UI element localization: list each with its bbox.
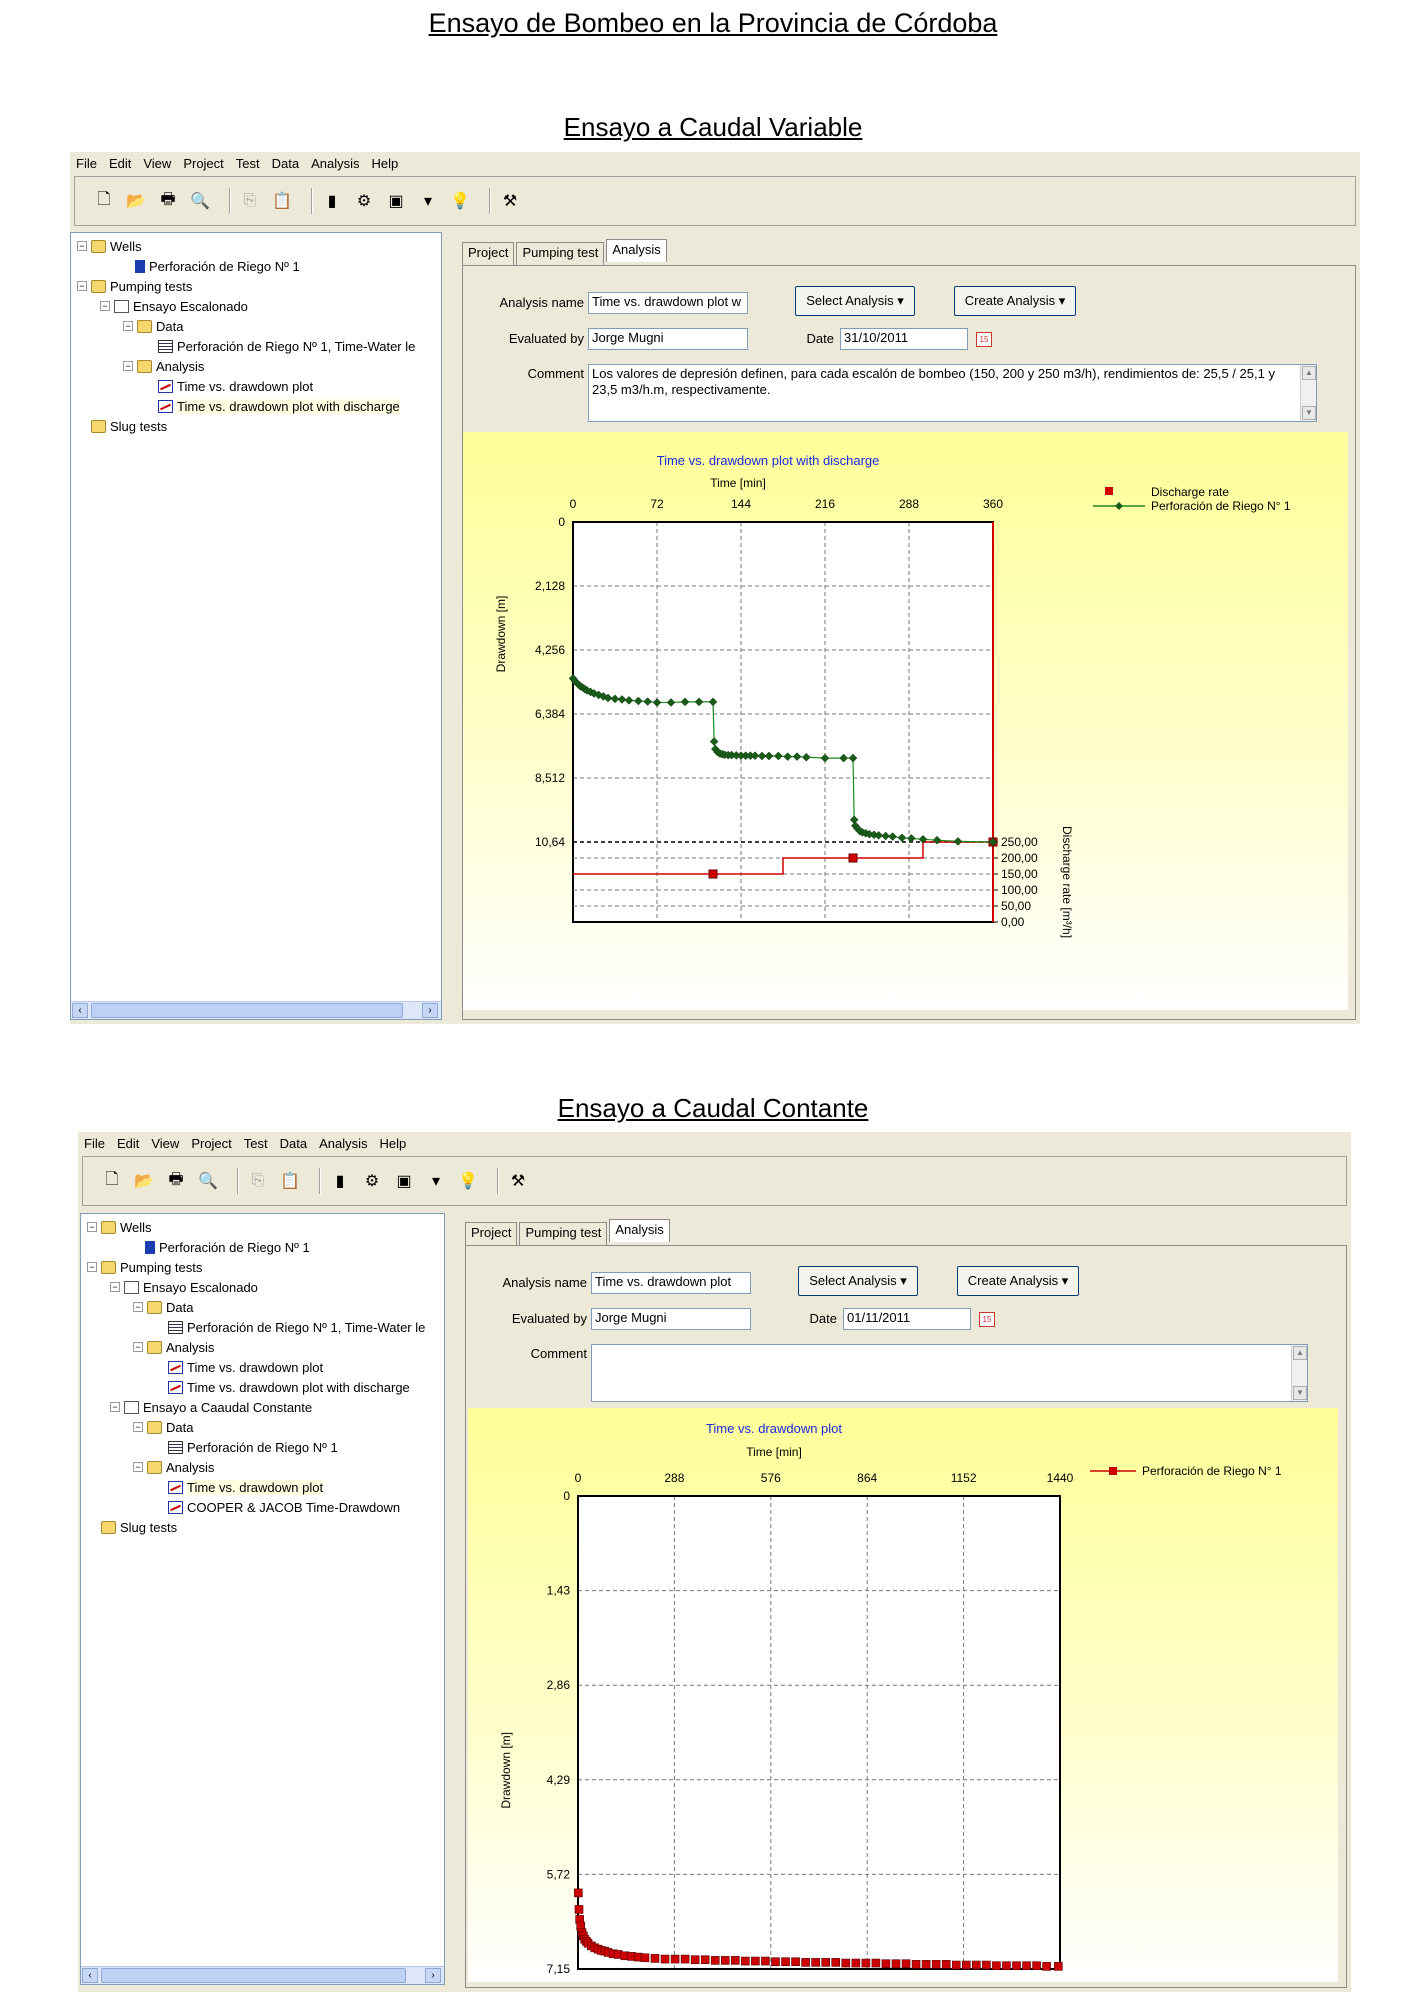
tree-item-label: Wells [110,238,142,254]
menu-project[interactable]: Project [183,155,224,171]
section-subtitle: Ensayo a Caudal Contante [557,1093,869,1123]
drawdown-point [574,1889,582,1897]
chart-title: Time vs. drawdown plot [705,1421,843,1436]
menu-project[interactable]: Project [191,1135,232,1151]
tree-item-label: Slug tests [110,418,168,434]
tree-item-label: Analysis [156,358,205,374]
section-subtitle: Ensayo a Caudal Variable [563,112,863,142]
drawdown-point [962,1961,970,1969]
collapse-icon[interactable]: − [100,301,110,311]
folder-icon [101,1521,116,1534]
drawdown-point [641,1954,649,1962]
legend-marker-discharge [1105,487,1113,495]
comment-field[interactable] [591,1344,1308,1402]
tree-item[interactable] [87,1218,152,1236]
toolbar [74,176,1356,226]
menu-file[interactable]: File [76,155,97,171]
tree-item[interactable] [77,237,142,255]
tree-item[interactable] [110,1398,312,1416]
well-icon [135,260,145,273]
tree-item[interactable] [87,1258,202,1276]
doc-icon [114,300,129,313]
tree-item[interactable] [100,297,248,315]
toolbar-separator [497,1168,499,1194]
lightbulb-icon[interactable]: 💡 [458,1173,478,1190]
x-axis-label: Time [min] [710,476,766,490]
tree-item[interactable] [156,1358,323,1376]
plot-frame [578,1496,1060,1969]
legend-label: Perforación de Riego N° 1 [1151,499,1291,513]
analysis-name-label: Analysis name [502,1275,587,1290]
collapse-icon[interactable]: − [87,1222,97,1232]
drawdown-point [691,1956,699,1964]
comment-scrollbar[interactable] [1300,365,1316,421]
menu-analysis[interactable]: Analysis [311,155,360,171]
collapse-icon[interactable]: − [133,1302,143,1312]
y-tick-label: 0 [558,515,565,529]
doc-icon [124,1281,139,1294]
tree-item-label: Time vs. drawdown plot [187,1479,324,1495]
tree-item-label: Analysis [166,1339,215,1355]
y2-tick-label: 50,00 [1001,899,1032,913]
tree-item[interactable] [156,1438,338,1456]
grid-icon [168,1441,183,1454]
drawdown-point [892,1960,900,1968]
drawdown-point [701,1956,709,1964]
well-icon[interactable]: ▮ [327,193,337,210]
legend-marker-drawdown [1109,1467,1117,1475]
menu-edit[interactable]: Edit [108,155,132,171]
chart-svg [468,1408,1338,1982]
analysis-icon[interactable]: ▣ [388,193,404,210]
drawdown-point [1054,1962,1062,1970]
print-icon[interactable]: 🖶 [160,190,176,208]
document-title: Ensayo de Bombeo en la Provincia de Córdoba [428,8,998,38]
collapse-icon[interactable]: − [87,1262,97,1272]
folder-icon [147,1461,162,1474]
tree-item[interactable] [123,257,300,275]
tab-strip [462,242,669,265]
evaluated-by-field[interactable]: Jorge Mugni [591,1308,751,1330]
drawdown-point [671,1955,679,1963]
tree-item-label: Data [156,318,184,334]
scroll-down-icon[interactable]: ▼ [1302,406,1316,420]
analysis-icon[interactable]: ▣ [396,1173,412,1190]
dropdown-arrow-icon[interactable]: ▾ [431,1173,441,1190]
drawdown-point [1043,1962,1051,1970]
legend-label: Discharge rate [1151,485,1230,499]
tree-item-label: Pumping tests [120,1259,203,1275]
legend-marker-drawdown [1115,502,1123,510]
folder-icon [147,1341,162,1354]
evaluated-by-label: Evaluated by [511,1311,587,1326]
tab-strip [465,1222,672,1245]
tools-icon[interactable]: ⚒ [502,193,518,210]
copy-icon[interactable]: ⎘ [243,192,257,209]
select-analysis-button[interactable]: Select Analysis ▾ [795,286,915,316]
analysis-name-field[interactable]: Time vs. drawdown plot w [588,292,748,314]
comment-label: Comment [530,1346,587,1361]
drawdown-point [661,1955,669,1963]
pumping-test-icon[interactable]: ⚙ [356,193,372,210]
date-label: Date [809,1311,837,1326]
y-tick-label: 1,43 [546,1583,570,1598]
y2-axis-label: Discharge rate [m³/h] [1060,825,1074,939]
drawdown-point [832,1958,840,1966]
drawdown-point [872,1959,880,1967]
drawdown-point [681,1955,689,1963]
scroll-up-icon[interactable]: ▲ [1293,1346,1307,1360]
toolbar-separator [237,1168,239,1194]
drawdown-point [862,1959,870,1967]
tree-item-label: Pumping tests [110,278,193,294]
lightbulb-icon[interactable]: 💡 [450,193,470,210]
tree-item[interactable] [123,317,183,335]
scroll-thumb[interactable] [101,1968,406,1983]
y-axis-label: Drawdown [m] [499,1731,513,1809]
analysis-name-label: Analysis name [499,295,584,310]
y2-tick-label: 100,00 [1001,883,1038,897]
tree-item-label: Wells [120,1219,152,1235]
scroll-up-icon[interactable]: ▲ [1302,366,1316,380]
dropdown-arrow-icon[interactable]: ▾ [423,193,433,210]
plot-icon [158,380,173,393]
chart-svg [463,432,1348,1010]
x-tick-label: 288 [898,497,920,511]
x-tick-label: 360 [982,497,1004,511]
collapse-icon[interactable]: − [133,1462,143,1472]
drawdown-point [992,1962,1000,1970]
tree-item-label: Time vs. drawdown plot [187,1359,324,1375]
tree-item-label: Time vs. drawdown plot with discharge [187,1379,410,1395]
grid-icon [168,1321,183,1334]
tree-item[interactable] [133,1298,193,1316]
legend-label: Perforación de Riego N° 1 [1142,1464,1282,1478]
project-tree [80,1213,445,1985]
drawdown-point [882,1960,890,1968]
y-tick-label: 4,256 [534,643,565,657]
create-analysis-button[interactable]: Create Analysis ▾ [954,286,1076,316]
scroll-left-icon[interactable]: ‹ [82,1968,98,1983]
y-tick-label: 6,384 [534,707,565,721]
scroll-right-icon[interactable]: › [422,1003,438,1018]
tree-item-label: COOPER & JACOB Time-Drawdown [187,1499,401,1515]
y-tick-label: 5,72 [546,1867,570,1882]
y-tick-label: 4,29 [546,1772,570,1787]
x-tick-label: 0 [569,497,577,511]
new-icon[interactable]: 🗋 [97,190,111,208]
drawdown-point [771,1958,779,1966]
tree-item[interactable] [123,357,204,375]
tree-item[interactable] [110,1278,258,1296]
well-icon[interactable]: ▮ [335,1173,345,1190]
drawdown-point [751,1957,759,1965]
open-icon[interactable]: 📂 [126,193,146,210]
tree-item[interactable] [133,1338,214,1356]
tree-item[interactable] [156,1498,400,1516]
tree-item-label: Perforación de Riego Nº 1, Time-Water le [187,1319,426,1335]
tree-item-label: Time vs. drawdown plot [177,378,314,394]
plot-icon [168,1381,183,1394]
tree-item-label: Analysis [166,1459,215,1475]
tab-project[interactable]: Project [465,1222,517,1245]
chart-area [468,1408,1338,1982]
scroll-left-icon[interactable]: ‹ [72,1003,88,1018]
x-tick-label: 0 [574,1471,582,1485]
folder-icon [147,1301,162,1314]
drawdown-point [792,1958,800,1966]
chart-area [463,432,1348,1010]
date-field[interactable]: 01/11/2011 [843,1308,971,1330]
date-label: Date [806,331,834,346]
discharge-marker [849,854,857,862]
x-tick-label: 576 [760,1471,781,1485]
paste-icon[interactable]: 📋 [272,193,292,210]
toolbar-separator [489,188,491,214]
menu-help[interactable]: Help [371,155,399,171]
tree-item-label: Ensayo a Caaudal Constante [143,1399,313,1415]
scroll-thumb[interactable] [91,1003,403,1018]
collapse-icon[interactable]: − [123,361,133,371]
tree-item[interactable] [156,1378,410,1396]
comment-field[interactable]: Los valores de depresión definen, para cada escalón de bombeo (150, 200 y 250 m3/h), rendimientos de: 25,5 / 25,1 y 23,5 m3/h.m, respectivamente. ▲ ▼ [588,364,1317,422]
drawdown-point [1023,1962,1031,1970]
drawdown-point [575,1905,583,1913]
tree-item[interactable] [146,337,415,355]
tree-item[interactable] [77,417,167,435]
y2-tick-label: 0,00 [1001,915,1025,929]
scroll-right-icon[interactable]: › [425,1968,441,1983]
date-field[interactable]: 31/10/2011 [840,328,968,350]
y-tick-label: 10,64 [534,835,565,849]
tree-item-label: Data [166,1299,194,1315]
x-tick-label: 864 [857,1471,878,1485]
drawdown-point [822,1958,830,1966]
tab-project[interactable]: Project [462,242,514,265]
y-tick-label: 8,512 [534,771,565,785]
drawdown-point [651,1954,659,1962]
toolbar-separator [311,188,313,214]
preview-icon[interactable]: 🔍 [198,1173,218,1190]
folder-icon [147,1421,162,1434]
tree-item-label: Perforación de Riego Nº 1, Time-Water le [177,338,416,354]
create-analysis-button[interactable]: Create Analysis ▾ [957,1266,1079,1296]
drawdown-point [942,1960,950,1968]
x-tick-label: 216 [814,497,836,511]
folder-icon [91,280,106,293]
tree-item[interactable] [146,377,313,395]
menu-data[interactable]: Data [271,155,300,171]
plot-icon [168,1501,183,1514]
drawdown-point [721,1956,729,1964]
tab-pumping-test[interactable]: Pumping test [519,1222,607,1245]
drawdown-point [812,1958,820,1966]
grid-icon [158,340,173,353]
collapse-icon[interactable]: − [110,1282,120,1292]
y-tick-label: 0 [563,1489,570,1503]
pumping-test-icon[interactable]: ⚙ [364,1173,380,1190]
paste-icon[interactable]: 📋 [280,1173,300,1190]
print-icon[interactable]: 🖶 [168,1170,184,1188]
menu-bar [78,1132,418,1154]
drawdown-point [782,1958,790,1966]
y2-tick-label: 250,00 [1001,835,1038,849]
tools-icon[interactable]: ⚒ [510,1173,526,1190]
y2-tick-label: 200,00 [1001,851,1038,865]
x-tick-label: 288 [664,1471,685,1485]
x-tick-label: 72 [650,497,664,511]
tree-item[interactable] [146,397,400,415]
select-analysis-button[interactable]: Select Analysis ▾ [798,1266,918,1296]
y-axis-label: Drawdown [m] [494,595,508,673]
menu-data[interactable]: Data [279,1135,308,1151]
x-tick-label: 1152 [950,1471,977,1485]
drawdown-point [922,1960,930,1968]
tree-item-label: Perforación de Riego Nº 1 [149,258,300,274]
tree-item-label: Data [166,1419,194,1435]
menu-bar [70,152,410,174]
doc-icon [124,1401,139,1414]
x-axis-label: Time [min] [746,1445,802,1459]
toolbar [82,1156,1347,1206]
tree-item[interactable] [156,1318,425,1336]
drawdown-point [741,1957,749,1965]
drawdown-point [902,1960,910,1968]
collapse-icon[interactable]: − [77,241,87,251]
tree-item-label: Perforación de Riego Nº 1 [159,1239,310,1255]
tree-item-label: Time vs. drawdown plot with discharge [177,398,400,414]
drawdown-point [1002,1962,1010,1970]
folder-icon [101,1221,116,1234]
drawdown-point [932,1960,940,1968]
folder-icon [137,320,152,333]
plot-icon [168,1481,183,1494]
preview-icon[interactable]: 🔍 [190,193,210,210]
drawdown-point [972,1961,980,1969]
comment-label: Comment [527,366,584,381]
drawdown-point [731,1956,739,1964]
tree-item[interactable] [156,1478,323,1496]
tree-item-label: Ensayo Escalonado [143,1279,258,1295]
scroll-down-icon[interactable]: ▼ [1293,1386,1307,1400]
menu-edit[interactable]: Edit [116,1135,140,1151]
drawdown-point [982,1961,990,1969]
drawdown-point [912,1960,920,1968]
menu-analysis[interactable]: Analysis [319,1135,368,1151]
copy-icon[interactable]: ⎘ [251,1172,265,1189]
drawdown-point [852,1959,860,1967]
folder-icon [101,1261,116,1274]
folder-icon [137,360,152,373]
tree-item[interactable] [87,1518,177,1536]
x-tick-label: 144 [730,497,752,511]
y-tick-label: 7,15 [546,1962,570,1976]
tree-horizontal-scrollbar[interactable] [81,1966,444,1984]
toolbar-separator [229,188,231,214]
open-icon[interactable]: 📂 [134,1173,154,1190]
tab-analysis[interactable]: Analysis [606,239,666,262]
menu-test[interactable]: Test [243,1135,268,1151]
tree-item[interactable] [133,1418,193,1436]
collapse-icon[interactable]: − [133,1342,143,1352]
tree-item[interactable] [133,1458,214,1476]
y2-tick-label: 150,00 [1001,867,1038,881]
drawdown-point [1033,1962,1041,1970]
drawdown-point [952,1961,960,1969]
chart-title: Time vs. drawdown plot with discharge [656,453,880,468]
new-icon[interactable]: 🗋 [105,1170,119,1188]
menu-test[interactable]: Test [235,155,260,171]
discharge-marker [709,870,717,878]
collapse-icon[interactable]: − [123,321,133,331]
drawdown-point [802,1958,810,1966]
collapse-icon[interactable]: − [110,1402,120,1412]
menu-file[interactable]: File [84,1135,105,1151]
project-tree [70,232,442,1020]
plot-icon [158,400,173,413]
collapse-icon[interactable]: − [77,281,87,291]
calendar-icon[interactable]: 15 [976,332,992,347]
plot-icon [168,1361,183,1374]
tree-item[interactable] [133,1238,310,1256]
calendar-icon[interactable]: 15 [979,1312,995,1327]
menu-help[interactable]: Help [379,1135,407,1151]
drawdown-point [761,1957,769,1965]
toolbar-separator [319,1168,321,1194]
folder-icon [91,420,106,433]
menu-view[interactable]: View [143,155,172,171]
menu-view[interactable]: View [151,1135,180,1151]
tree-item-label: Perforación de Riego Nº 1 [187,1439,338,1455]
y-tick-label: 2,128 [534,579,565,593]
drawdown-point [842,1959,850,1967]
tree-item[interactable] [77,277,192,295]
folder-icon [91,240,106,253]
tree-item-label: Slug tests [120,1519,178,1535]
analysis-name-field[interactable]: Time vs. drawdown plot [591,1272,751,1294]
y-tick-label: 2,86 [546,1678,570,1693]
tree-horizontal-scrollbar[interactable] [71,1001,441,1019]
evaluated-by-field[interactable]: Jorge Mugni [588,328,748,350]
tab-pumping-test[interactable]: Pumping test [516,242,604,265]
comment-scrollbar[interactable] [1291,1345,1307,1401]
tree-item-label: Ensayo Escalonado [133,298,248,314]
x-tick-label: 1440 [1046,1471,1074,1485]
collapse-icon[interactable]: − [133,1422,143,1432]
tab-analysis[interactable]: Analysis [609,1219,669,1242]
drawdown-point [711,1956,719,1964]
well-icon [145,1241,155,1254]
drawdown-point [1012,1962,1020,1970]
evaluated-by-label: Evaluated by [508,331,584,346]
